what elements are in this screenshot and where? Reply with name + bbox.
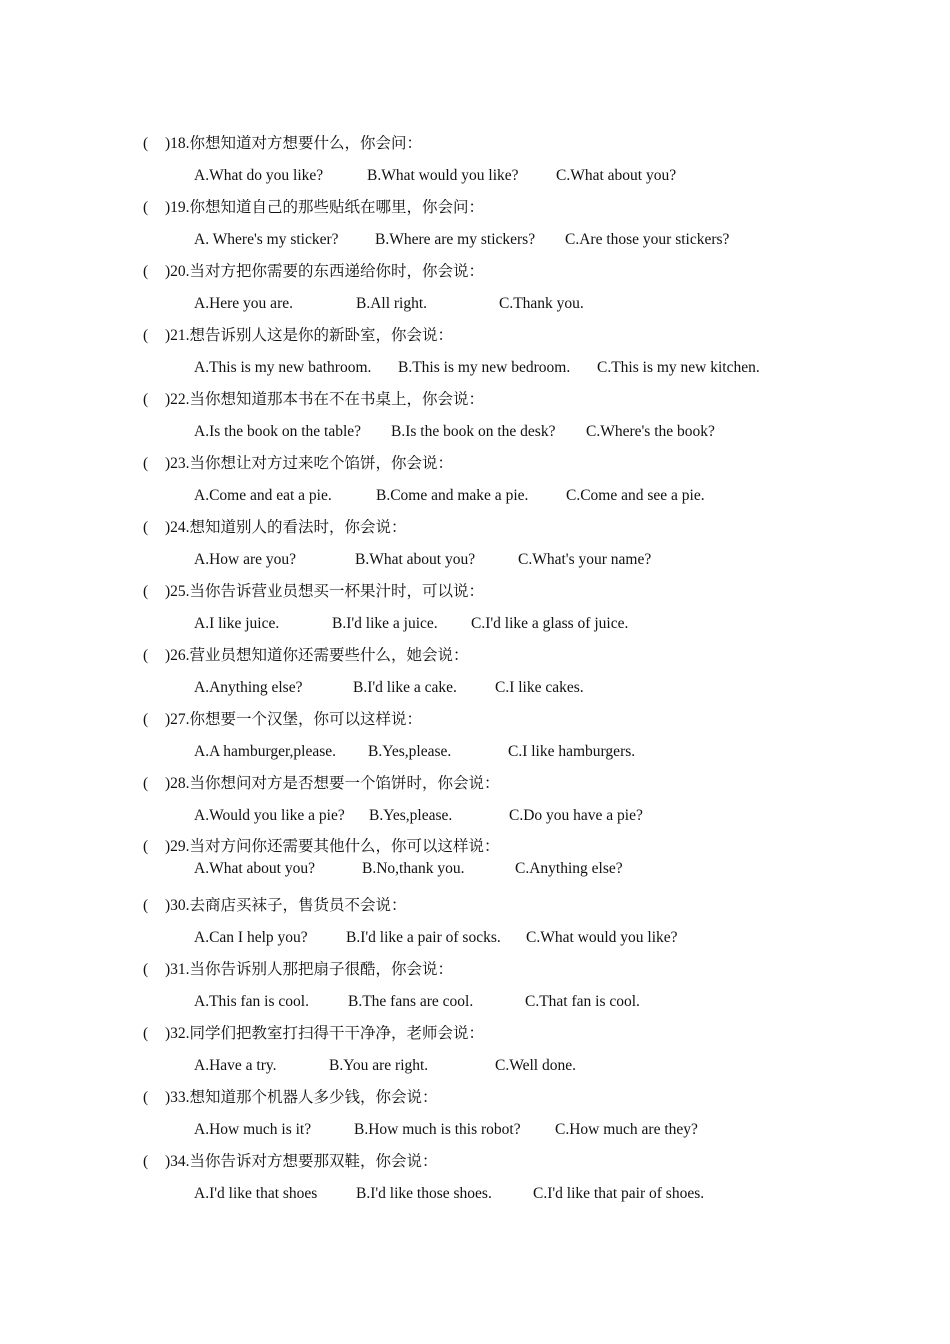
question-prompt: )24.想知道别人的看法时，你会说：: [165, 519, 407, 536]
question-34: [143, 1152, 438, 1172]
question-prompt: )18.你想知道对方想要什么，你会问：: [165, 135, 423, 152]
option-a: A.This is my new bathroom.: [194, 359, 372, 376]
option-a: A.Would you like a pie?: [194, 807, 345, 824]
option-a: A.Anything else?: [194, 679, 303, 696]
answer-blank[interactable]: (: [143, 519, 149, 536]
question-prompt: )31.当你告诉别人那把扇子很酷，你会说：: [165, 961, 454, 978]
question-19: [143, 198, 484, 218]
answer-blank[interactable]: (: [143, 263, 149, 280]
question-31: [143, 960, 453, 980]
question-prompt: )23.当你想让对方过来吃个馅饼，你会说：: [165, 455, 454, 472]
question-prompt: )32.同学们把教室打扫得干干净净，老师会说：: [165, 1025, 485, 1042]
question-23: [143, 454, 453, 474]
question-prompt: )19.你想知道自己的那些贴纸在哪里，你会问：: [165, 199, 485, 216]
answer-blank[interactable]: (: [143, 897, 149, 914]
answer-blank[interactable]: (: [143, 455, 149, 472]
answer-blank[interactable]: (: [143, 135, 149, 152]
answer-blank[interactable]: (: [143, 838, 149, 855]
question-32: [143, 1024, 484, 1044]
question-24: [143, 518, 407, 538]
question-30: [143, 896, 407, 916]
option-b: B.What about you?: [355, 551, 476, 568]
question-prompt: )22.当你想知道那本书在不在书桌上，你会说：: [165, 391, 485, 408]
option-b: B.Is the book on the desk?: [391, 423, 556, 440]
option-b: B.Yes,please.: [369, 807, 453, 824]
option-b: B.I'd like a juice.: [332, 615, 438, 632]
option-a: A.I'd like that shoes: [194, 1185, 318, 1202]
option-b: B.Where are my stickers?: [375, 231, 536, 248]
option-a: A.How are you?: [194, 551, 297, 568]
question-33: [143, 1088, 438, 1108]
option-a: A.Is the book on the table?: [194, 423, 362, 440]
option-b: B.The fans are cool.: [348, 993, 474, 1010]
option-a: A.What about you?: [194, 860, 315, 877]
answer-blank[interactable]: (: [143, 961, 149, 978]
option-a: A.What do you like?: [194, 167, 324, 184]
answer-blank[interactable]: (: [143, 1025, 149, 1042]
option-b: B.This is my new bedroom.: [398, 359, 571, 376]
option-b: B.No,thank you.: [362, 860, 465, 877]
option-b: B.All right.: [356, 295, 428, 312]
option-c: C.How much are they?: [555, 1121, 698, 1138]
option-c: C.Are those your stickers?: [565, 231, 730, 248]
option-c: C.Where's the book?: [586, 423, 715, 440]
option-a: A.This fan is cool.: [194, 993, 309, 1010]
option-c: C.This is my new kitchen.: [597, 359, 760, 376]
question-29: [143, 837, 500, 857]
option-c: C.What would you like?: [526, 929, 678, 946]
option-b: B.I'd like a pair of socks.: [346, 929, 501, 946]
answer-blank[interactable]: (: [143, 775, 149, 792]
option-c: C.I like cakes.: [495, 679, 584, 696]
answer-blank[interactable]: (: [143, 327, 149, 344]
answer-blank[interactable]: (: [143, 1153, 149, 1170]
option-c: C.I'd like that pair of shoes.: [533, 1185, 705, 1202]
option-c: C.Do you have a pie?: [509, 807, 643, 824]
option-a: A.A hamburger,please.: [194, 743, 336, 760]
answer-blank[interactable]: (: [143, 1089, 149, 1106]
question-21: [143, 326, 453, 346]
question-prompt: )25.当你告诉营业员想买一杯果汁时，可以说：: [165, 583, 485, 600]
option-c: C.Anything else?: [515, 860, 623, 877]
question-prompt: )33.想知道那个机器人多少钱，你会说：: [165, 1089, 438, 1106]
option-b: B.You are right.: [329, 1057, 429, 1074]
question-prompt: )30.去商店买袜子，售货员不会说：: [165, 897, 407, 914]
option-b: B.What would you like?: [367, 167, 519, 184]
question-18: [143, 134, 422, 154]
answer-blank[interactable]: (: [143, 711, 149, 728]
question-28: [143, 774, 500, 794]
question-25: [143, 582, 484, 602]
option-c: C.Thank you.: [499, 295, 584, 312]
answer-blank[interactable]: (: [143, 199, 149, 216]
option-c: C.Well done.: [495, 1057, 576, 1074]
option-b: B.Come and make a pie.: [376, 487, 529, 504]
option-a: A.Here you are.: [194, 295, 293, 312]
option-a: A.I like juice.: [194, 615, 280, 632]
option-c: C.What about you?: [556, 167, 677, 184]
question-prompt: )27.你想要一个汉堡，你可以这样说：: [165, 711, 423, 728]
answer-blank[interactable]: (: [143, 583, 149, 600]
question-prompt: )20.当对方把你需要的东西递给你时，你会说：: [165, 263, 485, 280]
question-22: [143, 390, 484, 410]
answer-blank[interactable]: (: [143, 391, 149, 408]
question-prompt: )28.当你想问对方是否想要一个馅饼时，你会说：: [165, 775, 500, 792]
option-a: A.Have a try.: [194, 1057, 277, 1074]
option-c: C.That fan is cool.: [525, 993, 640, 1010]
answer-blank[interactable]: (: [143, 647, 149, 664]
question-27: [143, 710, 422, 730]
option-c: C.I'd like a glass of juice.: [471, 615, 629, 632]
option-a: A.Come and eat a pie.: [194, 487, 332, 504]
question-20: [143, 262, 484, 282]
option-a: A. Where's my sticker?: [194, 231, 339, 248]
question-prompt: )26.营业员想知道你还需要些什么，她会说：: [165, 647, 469, 664]
option-b: B.I'd like those shoes.: [356, 1185, 492, 1202]
question-prompt: )34.当你告诉对方想要那双鞋，你会说：: [165, 1153, 438, 1170]
option-c: C.Come and see a pie.: [566, 487, 705, 504]
option-c: C.I like hamburgers.: [508, 743, 636, 760]
option-c: C.What's your name?: [518, 551, 652, 568]
question-prompt: )21.想告诉别人这是你的新卧室，你会说：: [165, 327, 454, 344]
option-a: A.How much is it?: [194, 1121, 312, 1138]
option-a: A.Can I help you?: [194, 929, 308, 946]
option-b: B.How much is this robot?: [354, 1121, 521, 1138]
option-b: B.I'd like a cake.: [353, 679, 457, 696]
option-b: B.Yes,please.: [368, 743, 452, 760]
question-prompt: )29.当对方问你还需要其他什么，你可以这样说：: [165, 838, 500, 855]
question-26: [143, 646, 469, 666]
